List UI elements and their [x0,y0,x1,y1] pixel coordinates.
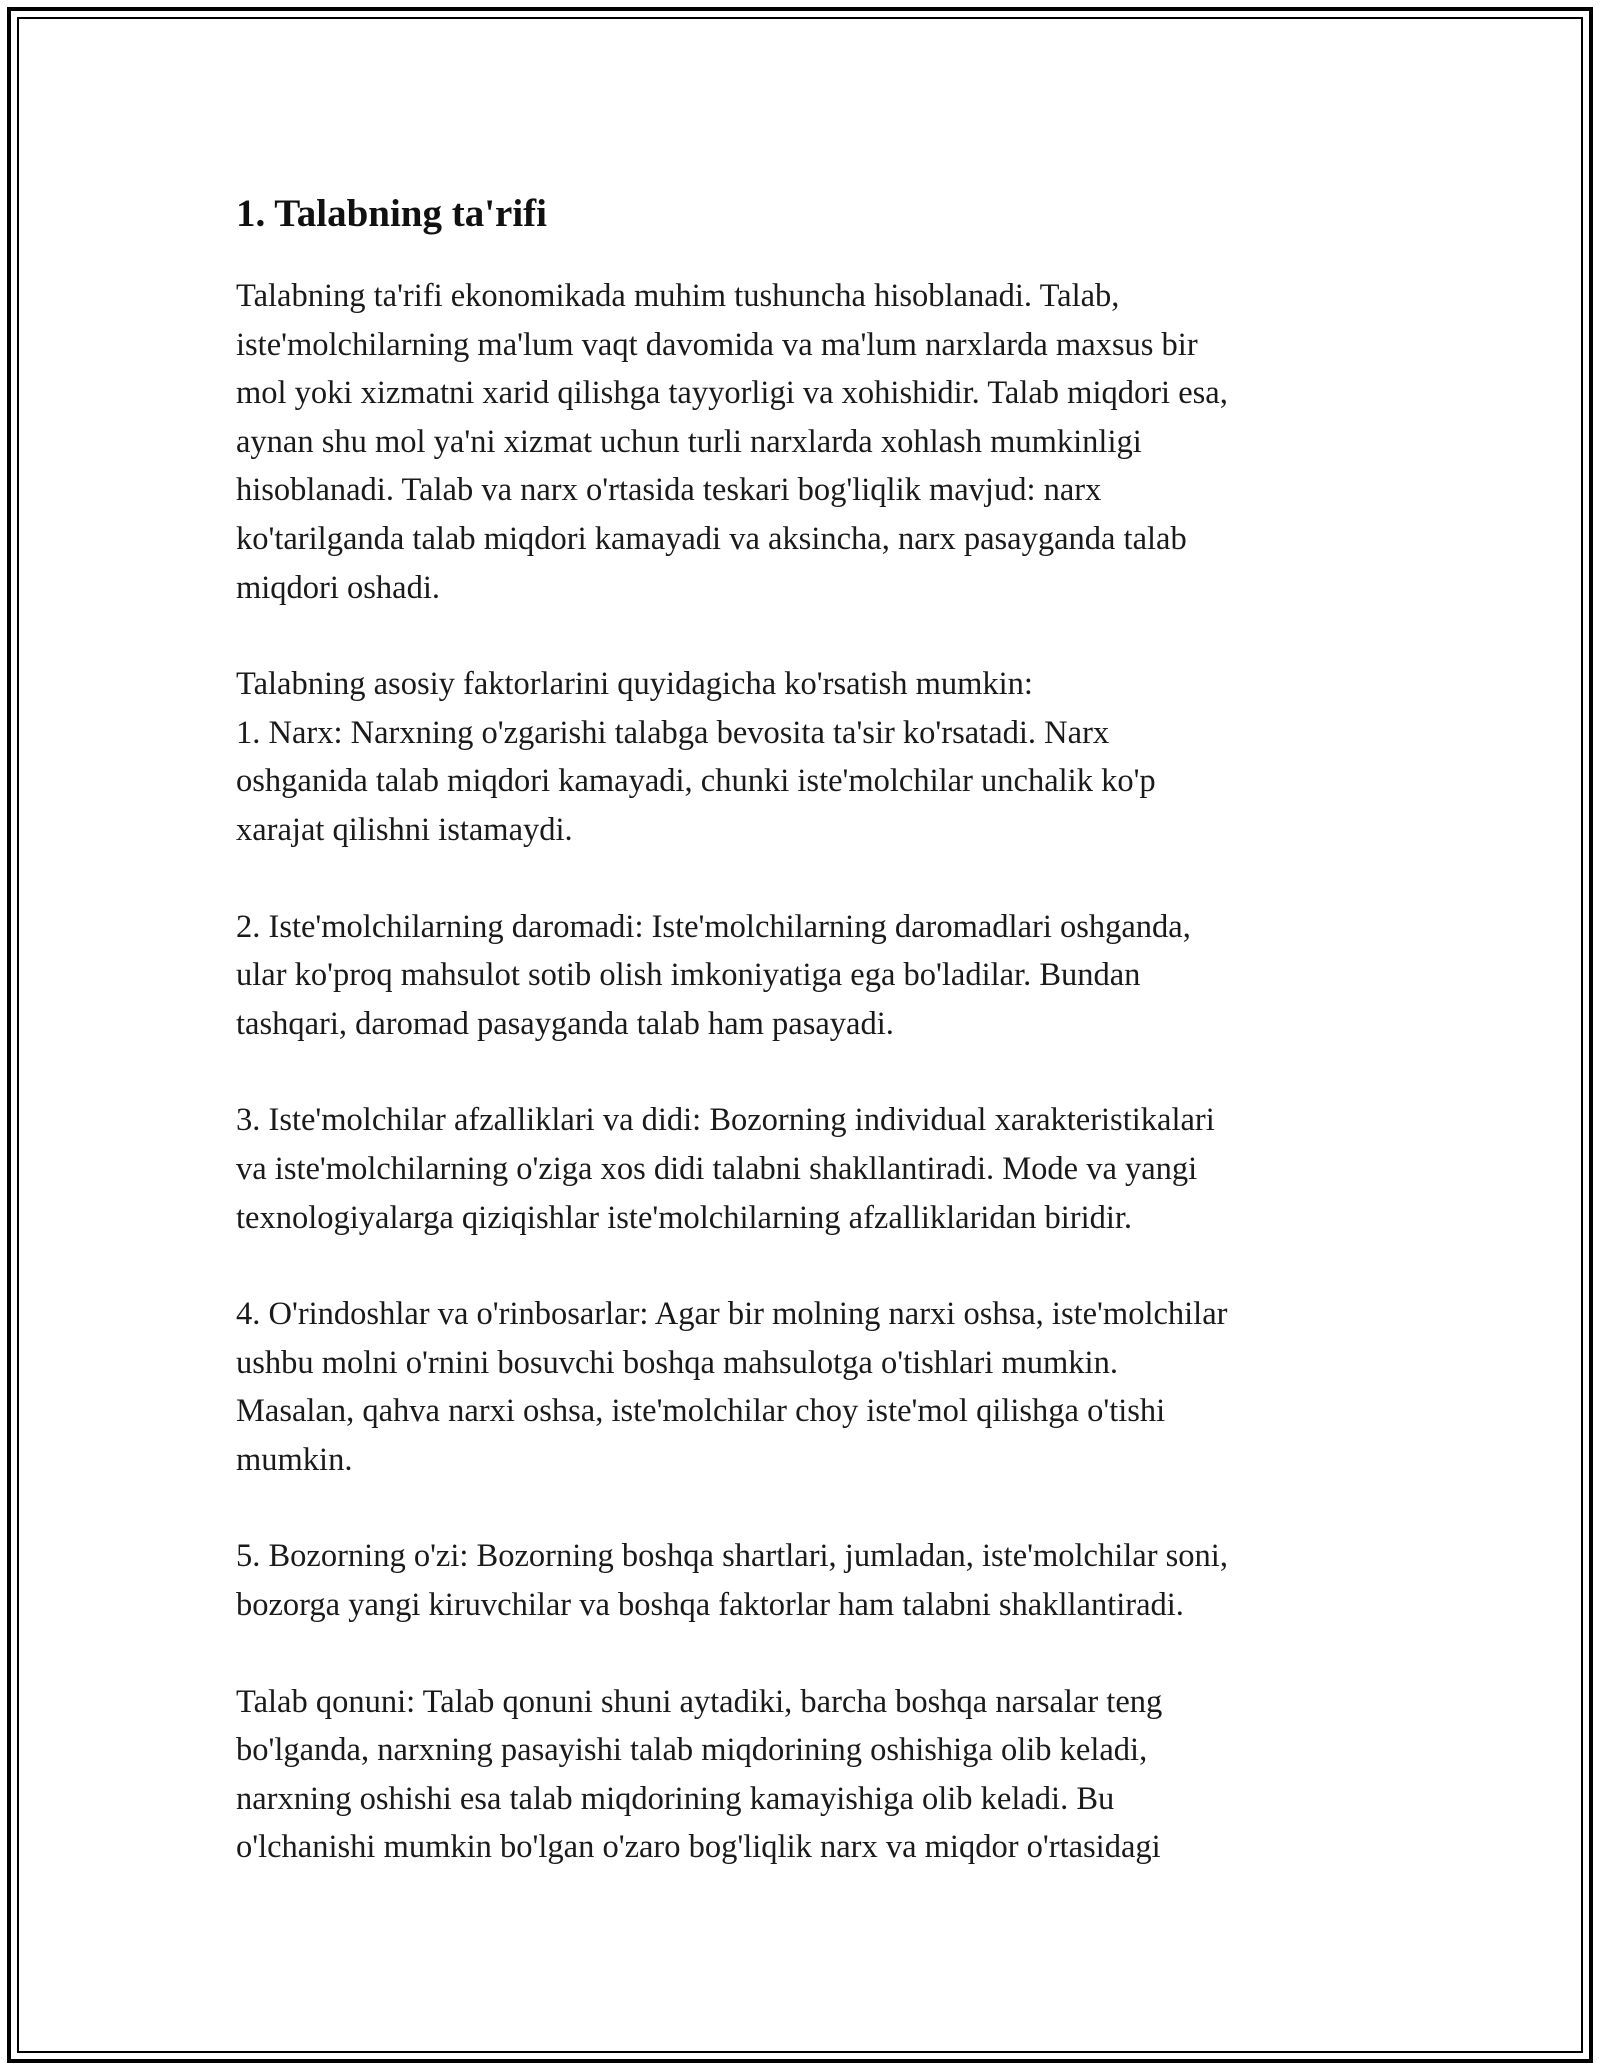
definition-paragraph: Talabning ta'rifi ekonomikada muhim tushuncha hisoblanadi. Talab, iste'molchilarning ma'lum vaqt davomida va ma'lum narxlarda maxsus bir mol yoki xizmatni xarid qilishga tayyorligi va xohishidir. Talab miqdori esa, aynan shu mol ya'ni xizmat uchun turli narxlarda xohlash mumkinligi hisoblanadi. Talab va narx o'rtasida teskari bog'liqlik mavjud: narx ko'tarilganda talab miqdori kamayadi va aksincha, narx pasayganda talab miqdori oshadi. [236,278,1228,606]
factor-substitutes: 4. O'rindoshlar va o'rinbosarlar: Agar bir molning narxi oshsa, iste'molchilar ushbu molni o'rnini bosuvchi boshqa mahsulotga o'tishlari mumkin. Masalan, qahva narxi oshsa, iste'molchilar choy iste'mol qilishga o'tishi mumkin. [236,1296,1228,1478]
factor-income: 2. Iste'molchilarning daromadi: Iste'molchilarning daromadlari oshganda, ular ko'proq mahsulot sotib olish imkoniyatiga ega bo'ladilar. Bundan tashqari, daromad pasayganda talab ham pasayadi. [236,908,1191,1042]
law-of-demand-paragraph: Talab qonuni: Talab qonuni shuni aytadiki, barcha boshqa narsalar teng bo'lganda, narxning pasayishi talab miqdorining oshishiga olib keladi, narxning oshishi esa talab miqdorining kamayishiga olib keladi. Bu o'lchanishi mumkin bo'lgan o'zaro bog'liqlik narx va miqdor o'rtasidagi [236,1683,1163,1866]
factors-intro: Talabning asosiy faktorlarini quyidagicha ko'rsatish mumkin: [236,666,1033,703]
factor-preferences: 3. Iste'molchilar afzalliklari va didi: Bozorning individual xarakteristikalari va iste'molchilarning o'ziga xos didi talabni shakllantiradi. Mode va yangi texnologiyalarga qiziqishlar iste'molchilarning afzalliklaridan biridir. [236,1102,1215,1236]
factor-price: 1. Narx: Narxning o'zgarishi talabga bevosita ta'sir ko'rsatadi. Narx oshganida talab miqdori kamayadi, chunki iste'molchilar unchalik ko'p xarajat qilishni istamaydi. [236,714,1156,848]
factor-market: 5. Bozorning o'zi: Bozorning boshqa shartlari, jumladan, iste'molchilar soni, bozorga yangi kiruvchilar va boshqa faktorlar ham talabni shakllantiradi. [236,1538,1228,1624]
section-heading: 1. Talabning ta'rifi [236,192,548,235]
document-body [236,186,1366,1920]
